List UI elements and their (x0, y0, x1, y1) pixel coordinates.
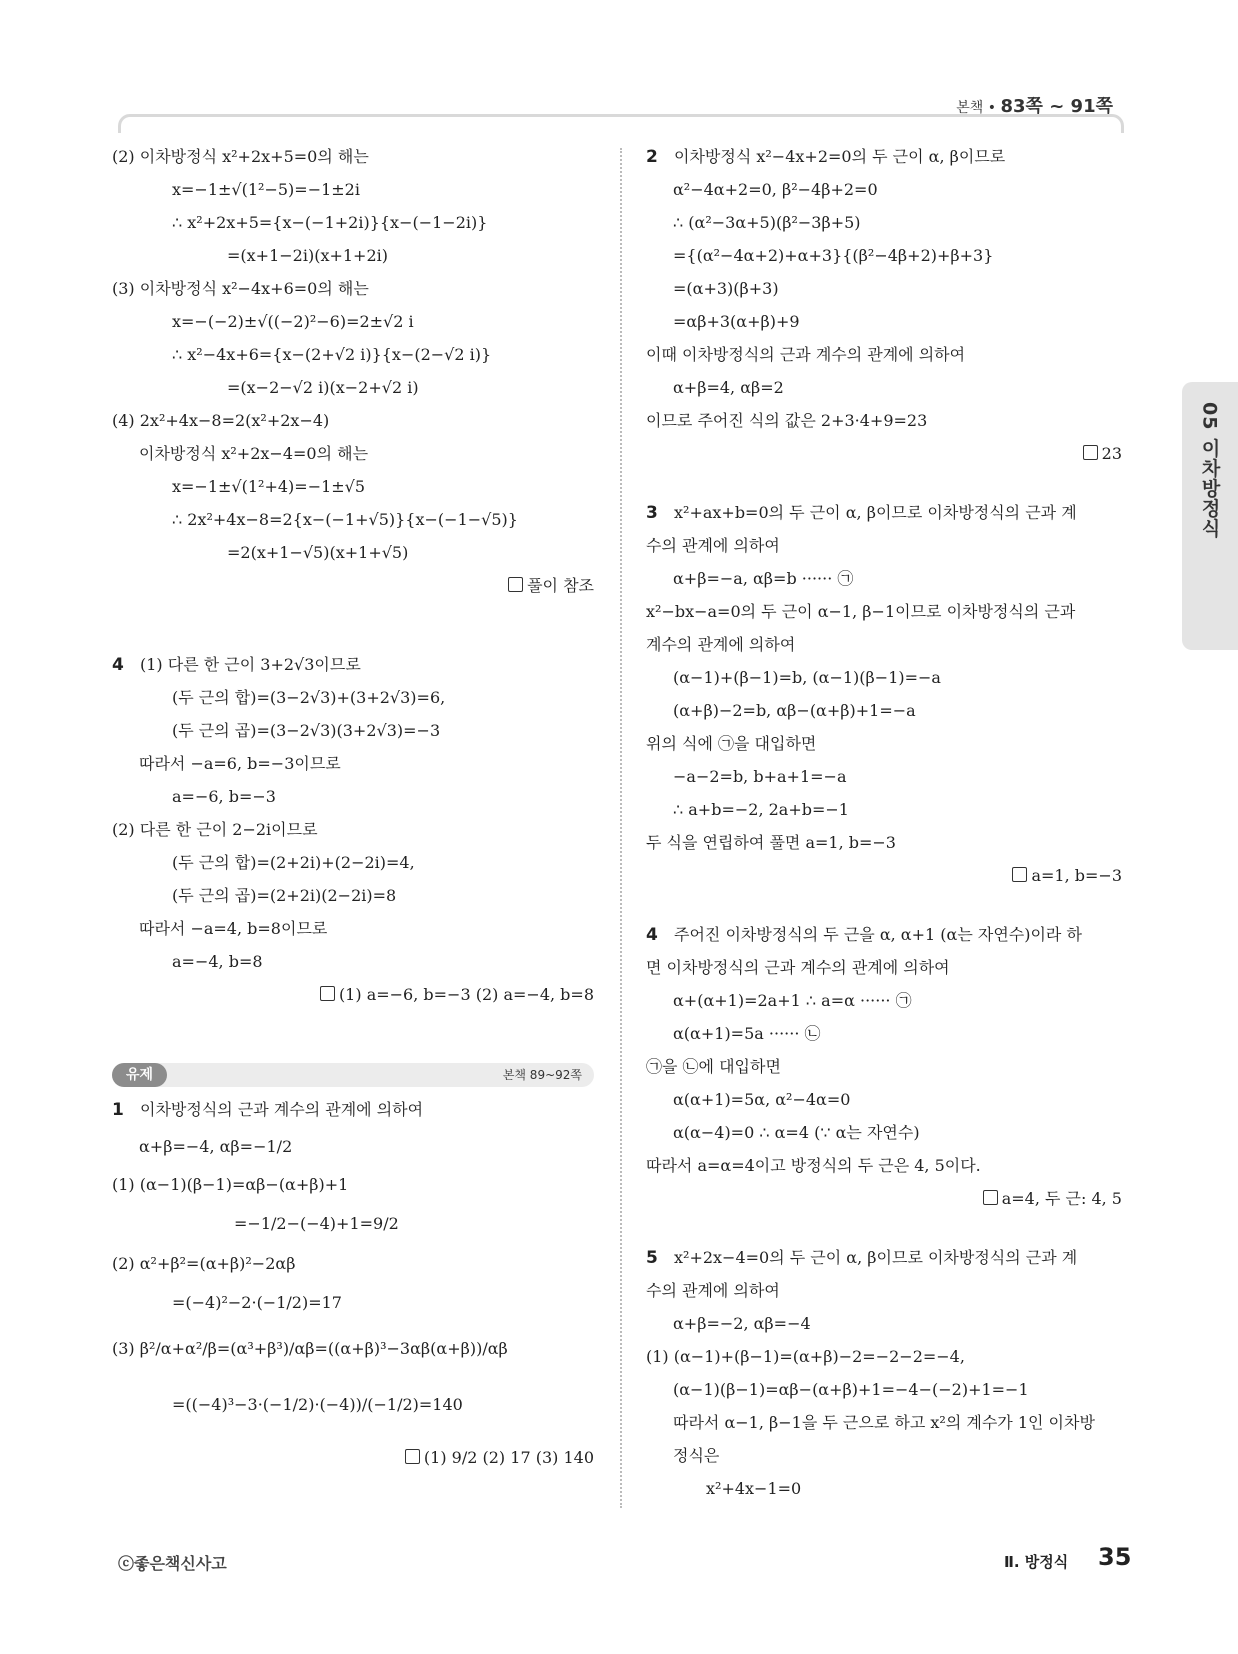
solution-line: =2(x+1−√5)(x+1+√5) (227, 543, 409, 562)
solution-line: ∴ 2x²+4x−8=2{x−(−1+√5)}{x−(−1−√5)} (172, 510, 518, 529)
solution-line: x²−bx−a=0의 두 근이 α−1, β−1이므로 이차방정식의 근과 (646, 602, 1076, 621)
solution-line: ∴ (α²−3α+5)(β²−3β+5) (673, 213, 861, 232)
practice-page-ref: 본책 89~92쪽 (502, 1068, 582, 1082)
solution-line: (두 근의 합)=(2+2i)+(2−2i)=4, (172, 853, 415, 872)
answer-mark: a=4, 두 근: 4, 5 (646, 1182, 1122, 1215)
column-divider (620, 148, 622, 1508)
problem-4-first-line: 4 (1) 다른 한 근이 3+2√3이므로 (112, 648, 594, 681)
answer-icon (320, 986, 335, 1001)
solution-line: ∴ a+b=−2, 2a+b=−1 (673, 800, 849, 819)
solution-line: =(x+1−2i)(x+1+2i) (227, 246, 388, 265)
solution-line: 이때 이차방정식의 근과 계수의 관계에 의하여 (646, 345, 966, 364)
solution-line: 정식은 (673, 1446, 720, 1465)
solution-line: (2) 다른 한 근이 2−2i이므로 (112, 820, 318, 839)
solution-line: ㉠을 ㉡에 대입하면 (646, 1057, 781, 1076)
ref-bullet: • (987, 100, 997, 116)
solution-line: ={(α²−4α+2)+α+3}{(β²−4β+2)+β+3} (673, 246, 994, 265)
answer-icon (983, 1190, 998, 1205)
solution-line: 계수의 관계에 의하여 (646, 635, 796, 654)
solution-line: (4) 2x²+4x−8=2(x²+2x−4) (112, 411, 330, 430)
page-number: 35 (1098, 1543, 1132, 1571)
solution-line: (두 근의 곱)=(2+2i)(2−2i)=8 (172, 886, 397, 905)
solution-line: (α−1)+(β−1)=b, (α−1)(β−1)=−a (673, 668, 941, 687)
practice-label: 유제 (112, 1063, 167, 1087)
solution-line: α(α−4)=0 ∴ α=4 (∵ α는 자연수) (673, 1123, 920, 1142)
solution-line: α²−4α+2=0, β²−4β+2=0 (673, 180, 878, 199)
header-rule (118, 114, 1124, 133)
problem-number: 4 (646, 925, 658, 945)
solution-line: α+β=−2, αβ=−4 (673, 1314, 811, 1333)
solution-line: (1) (α−1)+(β−1)=(α+β)−2=−2−2=−4, (646, 1347, 965, 1366)
solution-line: 이차방정식 x²+2x−4=0의 해는 (139, 444, 369, 463)
solution-line: α(α+1)=5α, α²−4α=0 (673, 1090, 851, 1109)
answer-icon (1083, 445, 1098, 460)
solution-line: 두 식을 연립하여 풀면 a=1, b=−3 (646, 833, 896, 852)
solution-line: 수의 관계에 의하여 (646, 536, 780, 555)
answer-mark: a=1, b=−3 (646, 859, 1122, 892)
ref-range: 83쪽 ~ 91쪽 (1000, 96, 1113, 117)
problem-4-first-line: 4 주어진 이차방정식의 두 근을 α, α+1 (α는 자연수)이라 하 (646, 918, 1122, 951)
solution-line: ∴ x²+2x+5={x−(−1+2i)}{x−(−1−2i)} (172, 213, 488, 232)
left-column (112, 140, 594, 1478)
solution-line: =(α+3)(β+3) (673, 279, 779, 298)
solution-line: =(−4)²−2·(−1/2)=17 (172, 1293, 342, 1312)
solution-line: x=−1±√(1²+4)=−1±√5 (172, 477, 366, 496)
answer-icon (1012, 867, 1027, 882)
solution-line: α+β=4, αβ=2 (673, 378, 784, 397)
solution-line: 따라서 a=α=4이고 방정식의 두 근은 4, 5이다. (646, 1156, 981, 1175)
answer-mark: (1) 9/2 (2) 17 (3) 140 (112, 1438, 594, 1478)
solution-line: 수의 관계에 의하여 (646, 1281, 780, 1300)
solution-line: (α+β)−2=b, αβ−(α+β)+1=−a (673, 701, 916, 720)
solution-line: (두 근의 합)=(3−2√3)+(3+2√3)=6, (172, 688, 446, 707)
solution-line: ∴ x²−4x+6={x−(2+√2 i)}{x−(2−√2 i)} (172, 345, 492, 364)
solution-line: (α−1)(β−1)=αβ−(α+β)+1=−4−(−2)+1=−1 (673, 1380, 1029, 1399)
practice-1-first-line: 1 이차방정식의 근과 계수의 관계에 의하여 (112, 1093, 594, 1126)
chapter-name: Ⅱ. 방정식 (1004, 1553, 1069, 1571)
answer-icon (508, 577, 523, 592)
solution-line: 따라서 −a=4, b=8이므로 (139, 919, 328, 938)
ref-book: 본책 (956, 100, 984, 116)
solution-line: a=−4, b=8 (172, 952, 263, 971)
answer-mark: 풀이 참조 (112, 569, 594, 602)
practice-section-bar (112, 1063, 594, 1087)
problem-3-first-line: 3 x²+ax+b=0의 두 근이 α, β이므로 이차방정식의 근과 계 (646, 496, 1122, 529)
problem-number: 1 (112, 1100, 124, 1120)
answer-icon (405, 1449, 420, 1464)
solution-line: 따라서 α−1, β−1을 두 근으로 하고 x²의 계수가 1인 이차방 (673, 1413, 1095, 1432)
solution-line: 위의 식에 ㉠을 대입하면 (646, 734, 817, 753)
solution-line: x=−1±√(1²−5)=−1±2i (172, 180, 360, 199)
solution-line: −a−2=b, b+a+1=−a (673, 767, 847, 786)
solution-line: (2) α²+β²=(α+β)²−2αβ (112, 1254, 296, 1273)
solution-line: 이므로 주어진 식의 값은 2+3·4+9=23 (646, 411, 928, 430)
solution-line: x=−(−2)±√((−2)²−6)=2±√2 i (172, 312, 414, 331)
solution-line: (두 근의 곱)=(3−2√3)(3+2√3)=−3 (172, 721, 441, 740)
solution-line: (3) 이차방정식 x²−4x+6=0의 해는 (112, 279, 369, 298)
solution-line: a=−6, b=−3 (172, 787, 276, 806)
problem-5-first-line: 5 x²+2x−4=0의 두 근이 α, β이므로 이차방정식의 근과 계 (646, 1241, 1122, 1274)
solution-line: α+β=−4, αβ=−1/2 (139, 1137, 293, 1156)
answer-mark: (1) a=−6, b=−3 (2) a=−4, b=8 (112, 978, 594, 1011)
solution-line: 면 이차방정식의 근과 계수의 관계에 의하여 (646, 958, 950, 977)
solution-line: α+(α+1)=2a+1 ∴ a=α ······ ㉠ (673, 991, 912, 1010)
solution-line: α(α+1)=5a ······ ㉡ (673, 1024, 821, 1043)
answer-mark: 23 (646, 437, 1122, 470)
solution-line: α+β=−a, αβ=b ······ ㉠ (673, 569, 854, 588)
solution-line: =−1/2−(−4)+1=9/2 (234, 1214, 399, 1233)
chapter-side-tab[interactable] (1182, 382, 1238, 650)
right-column (646, 140, 1122, 1505)
solution-line: (2) 이차방정식 x²+2x+5=0의 해는 (112, 147, 369, 166)
problem-number: 4 (112, 655, 124, 675)
chapter-tab-label: 05 이차방정식 (1198, 402, 1221, 539)
problem-number: 3 (646, 503, 658, 523)
solution-line: =((−4)³−3·(−1/2)·(−4))/(−1/2)=140 (172, 1395, 463, 1414)
problem-number: 5 (646, 1248, 658, 1268)
solution-line: x²+4x−1=0 (706, 1479, 802, 1498)
problem-number: 2 (646, 147, 658, 167)
publisher-logo: ⓒ좋은책신사고 (118, 1554, 227, 1573)
solution-line: =αβ+3(α+β)+9 (673, 312, 800, 331)
solution-line: (1) (α−1)(β−1)=αβ−(α+β)+1 (112, 1175, 349, 1194)
solution-line: =(x−2−√2 i)(x−2+√2 i) (227, 378, 419, 397)
solution-line: (3) β²/α+α²/β=(α³+β³)/αβ=((α+β)³−3αβ(α+β))/αβ (112, 1339, 508, 1358)
solution-line: 따라서 −a=6, b=−3이므로 (139, 754, 341, 773)
problem-2-first-line: 2 이차방정식 x²−4x+2=0의 두 근이 α, β이므로 (646, 140, 1122, 173)
